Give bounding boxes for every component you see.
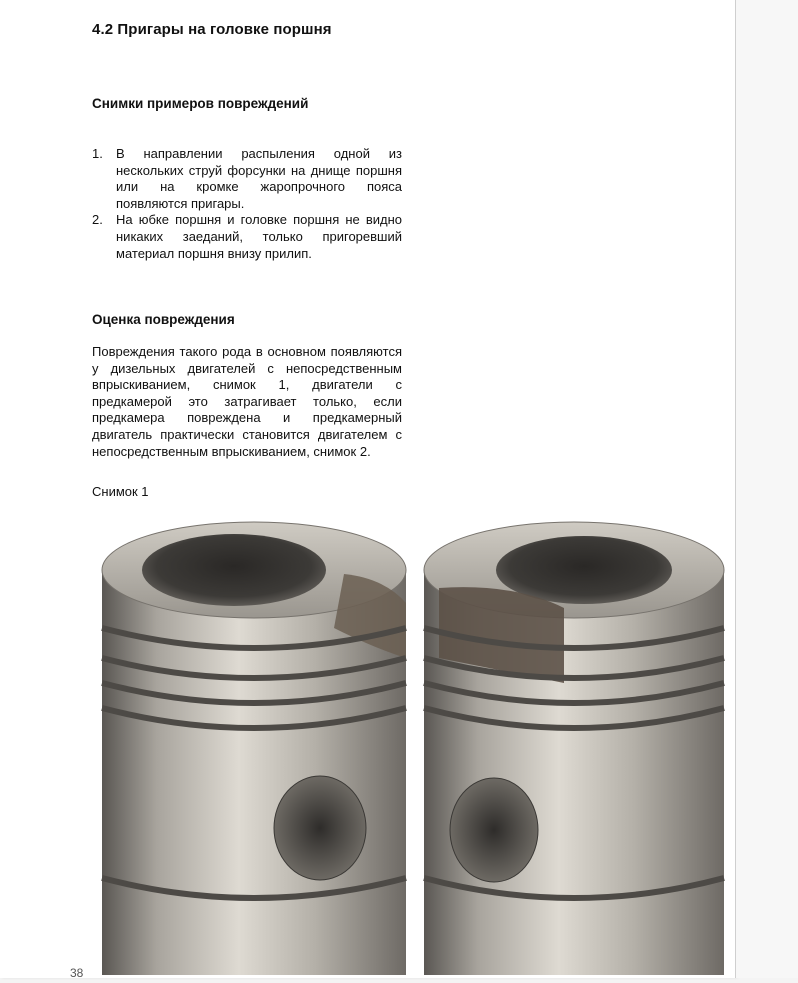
list-item [92, 146, 402, 212]
list-item-text: На юбке поршня и головке поршня не видно никаких заеданий, только пригоревший материал поршня внизу прилип. [116, 212, 402, 261]
viewer-background [736, 0, 798, 978]
section-title: 4.2 Пригары на головке поршня [92, 21, 332, 38]
photo-caption: Снимок 1 [92, 484, 149, 499]
left-piston [102, 522, 406, 975]
pistons-photo [94, 508, 732, 978]
right-piston [424, 522, 724, 975]
damage-examples-list [92, 146, 402, 262]
list-item-number: 1. [92, 146, 103, 161]
list-item [92, 212, 402, 262]
list-item-text: В направлении распыления одной из нескольких струй форсунки на днище поршня или на кромке жаропрочного пояса появляются пригары. [116, 146, 402, 211]
list-item-number: 2. [92, 212, 103, 228]
damage-assessment-heading: Оценка повреждения [92, 312, 235, 327]
damage-assessment-paragraph: Повреждения такого рода в основном появляются у дизельных двигателей с непосредственным впрыскиванием, снимок 1, двигатели с предкамерой это затрагивает только, если предкамера повреждена и предкамерный двигатель практически становится двигателем с непосредственным впрыскиванием, снимок 2. [92, 344, 402, 459]
page-number: 38 [70, 966, 84, 980]
damage-examples-heading: Снимки примеров повреждений [92, 96, 309, 111]
pistons-photo-image [94, 508, 732, 978]
